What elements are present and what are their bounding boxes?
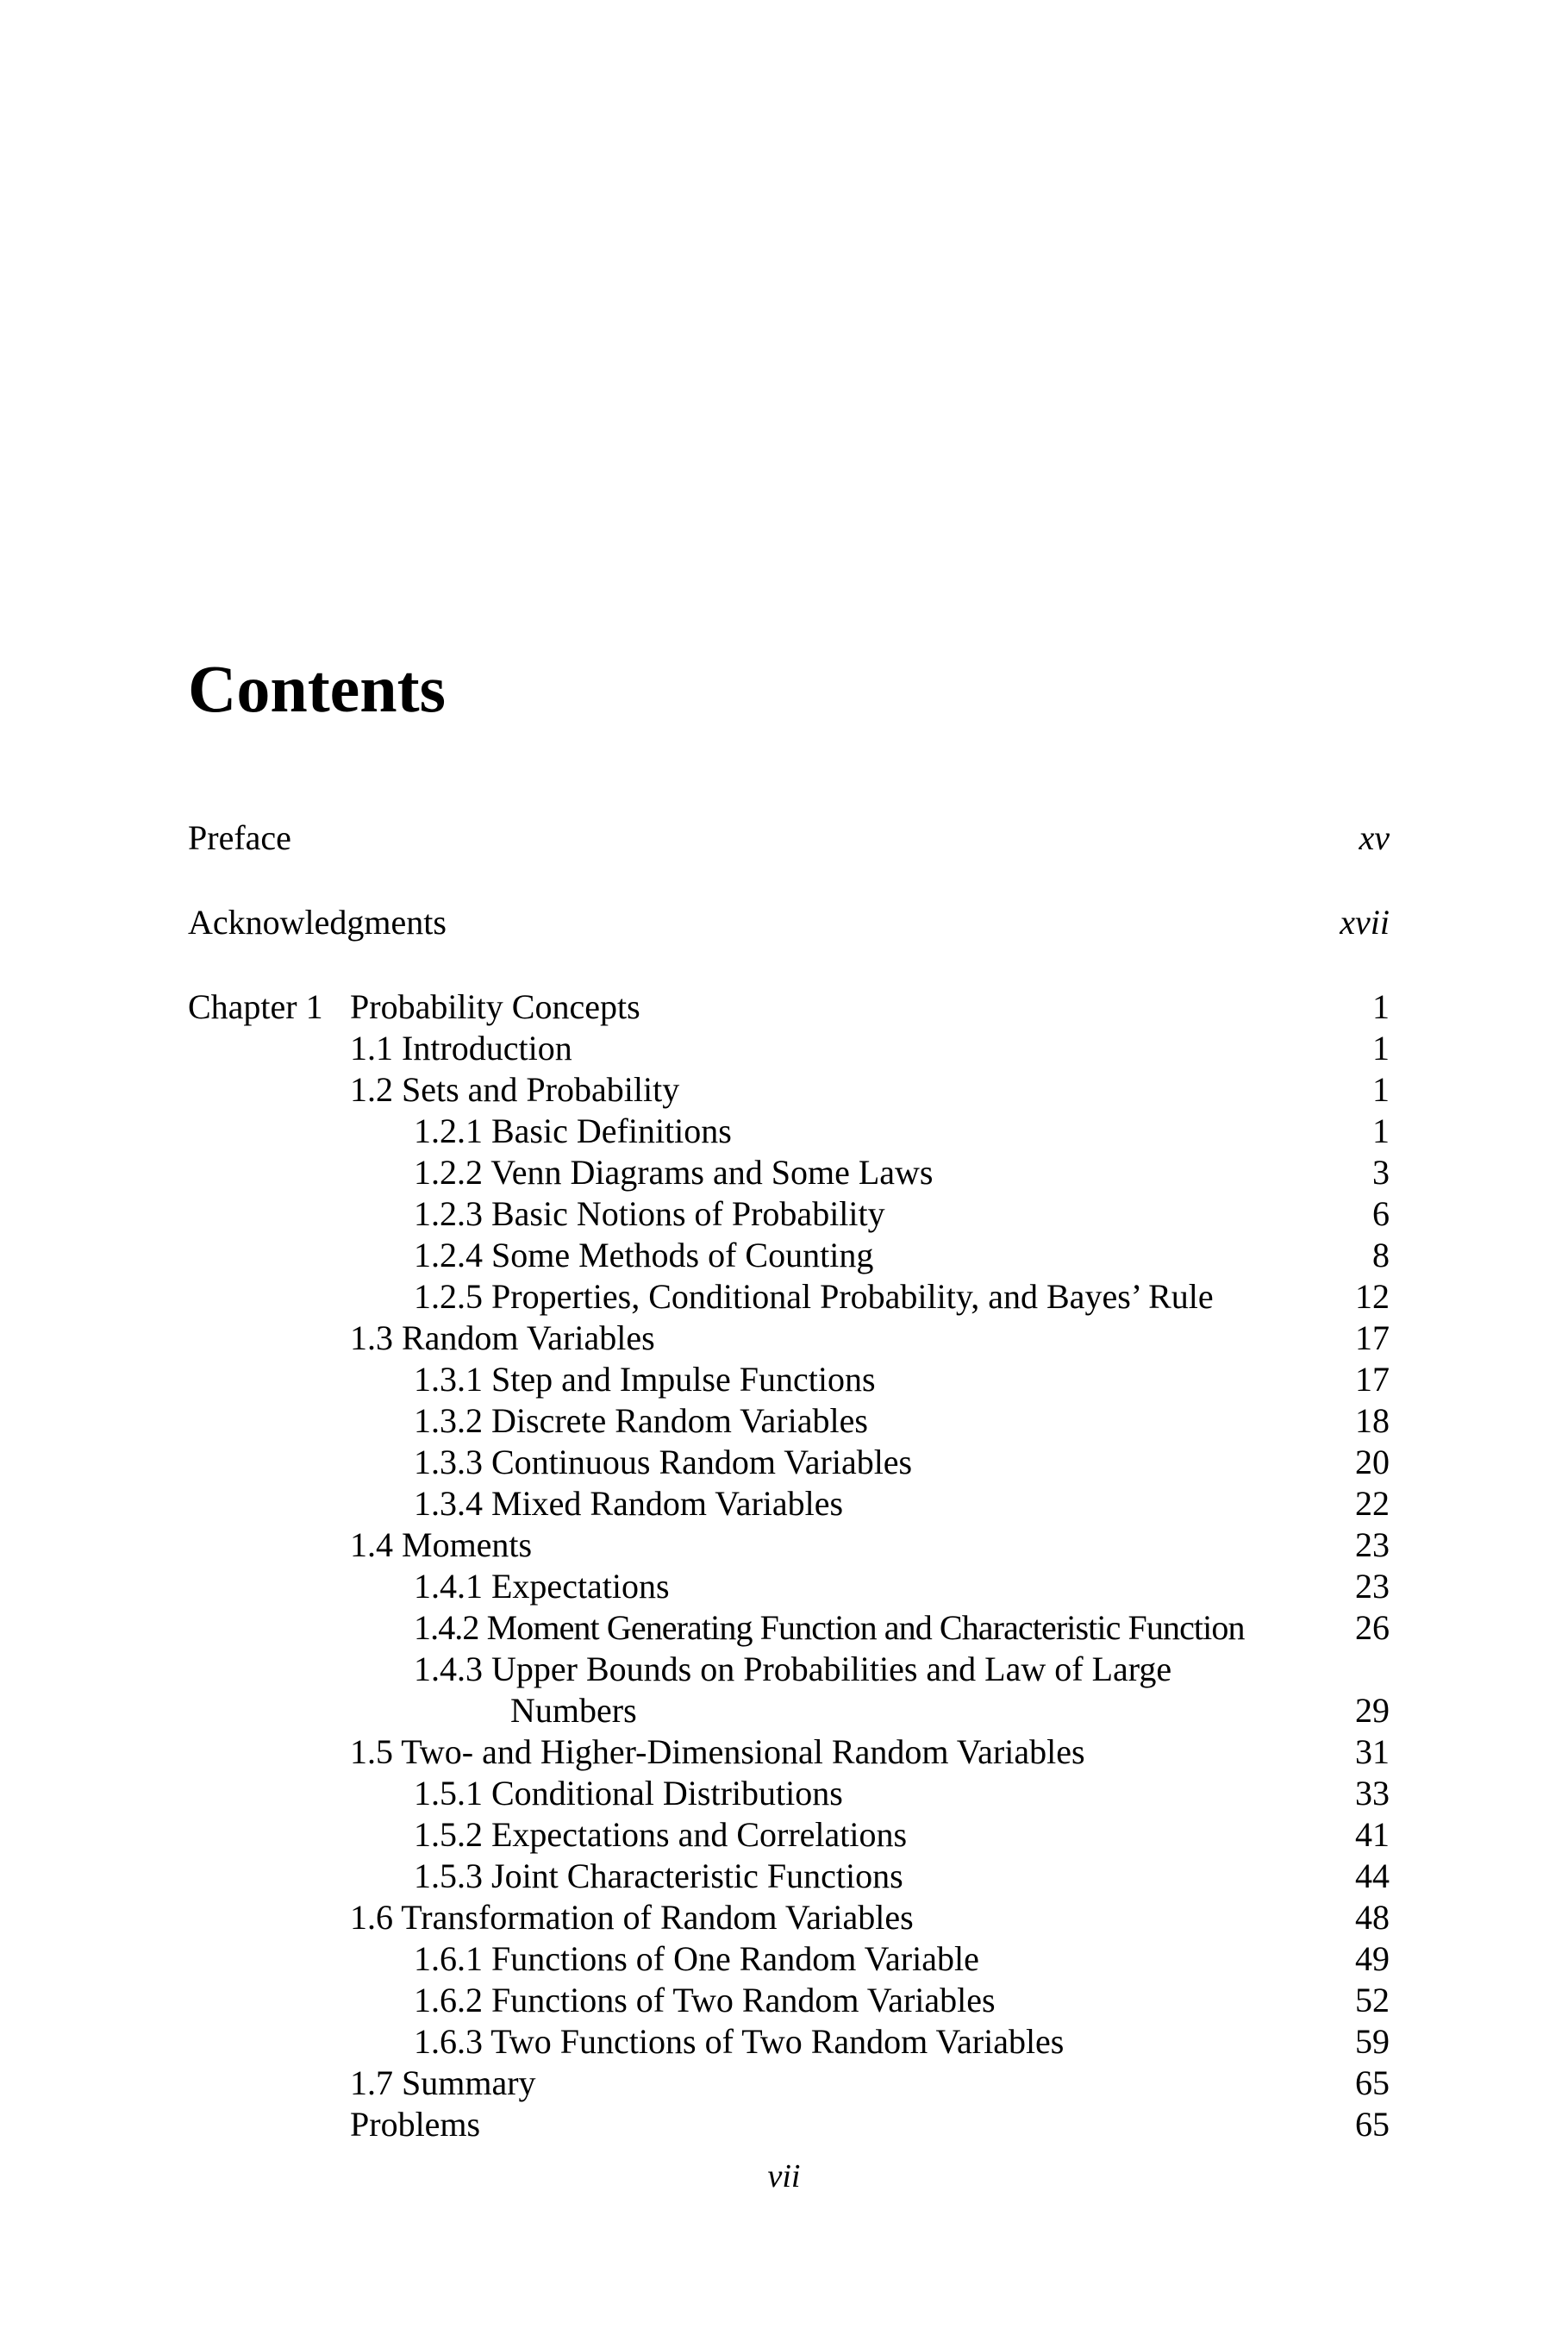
- toc-entry-label: 1.1 Introduction: [350, 1029, 572, 1067]
- toc-entry-page: xvii: [1340, 903, 1390, 942]
- toc-entry-page: 44: [1355, 1856, 1390, 1895]
- toc-entry-page: 23: [1355, 1567, 1390, 1606]
- toc-subsection: [414, 1152, 1390, 1193]
- toc-entry-label: 1.6.2 Functions of Two Random Variables: [414, 1981, 996, 2019]
- toc-entry-page: 17: [1355, 1360, 1390, 1399]
- toc-entry-acknowledgments: [188, 902, 1390, 943]
- toc-subsection: [414, 1359, 1390, 1400]
- toc-section: [350, 2104, 1390, 2145]
- toc-entry-label: 1.5.1 Conditional Distributions: [414, 1774, 843, 1812]
- toc-entry-page: 1: [1372, 1111, 1390, 1150]
- toc-subsection: [414, 1111, 1390, 1152]
- toc-entry-page: 18: [1355, 1401, 1390, 1440]
- toc-subsection-continuation: [510, 1690, 1390, 1731]
- toc-entry-page: xv: [1359, 818, 1390, 857]
- toc-entry-page: 26: [1355, 1608, 1390, 1647]
- toc-subsection: [414, 1938, 1390, 1980]
- toc-entry-page: 48: [1355, 1898, 1390, 1937]
- chapter-label: Chapter 1: [188, 987, 323, 1026]
- toc-entry-page: 59: [1355, 2022, 1390, 2061]
- toc-section: [350, 1524, 1390, 1566]
- toc-entry-label: 1.2.2 Venn Diagrams and Some Laws: [414, 1153, 934, 1192]
- toc-entry-page: 1: [1372, 1029, 1390, 1067]
- toc-section: [350, 1028, 1390, 1069]
- toc-entry-page: 29: [1355, 1691, 1390, 1730]
- toc-entry-label: 1.2.3 Basic Notions of Probability: [414, 1194, 885, 1233]
- toc-subsection: [414, 2021, 1390, 2063]
- toc-entry-label: 1.3 Random Variables: [350, 1318, 655, 1357]
- toc-entry-label: 1.3.4 Mixed Random Variables: [414, 1484, 844, 1523]
- toc-subsection: [414, 1773, 1390, 1814]
- toc-entry-label: 1.2 Sets and Probability: [350, 1070, 680, 1109]
- toc-subsection: [414, 1235, 1390, 1276]
- toc-entry-page: 65: [1355, 2105, 1390, 2144]
- toc-entry-page: 12: [1355, 1277, 1390, 1316]
- toc-subsection: [414, 1483, 1390, 1524]
- toc-subsection: [414, 1649, 1390, 1690]
- toc-entry-label: 1.4.2 Moment Generating Function and Characteristic Function: [414, 1608, 1245, 1647]
- toc-entry-label: 1.4.1 Expectations: [414, 1567, 670, 1606]
- toc-entry-label: 1.5.2 Expectations and Correlations: [414, 1815, 908, 1854]
- toc-entry-label: 1.6.3 Two Functions of Two Random Variables: [414, 2022, 1065, 2061]
- toc-section: [350, 2063, 1390, 2104]
- toc-entry-label: 1.7 Summary: [350, 2063, 536, 2102]
- toc-entry-page: 8: [1372, 1236, 1390, 1274]
- toc-entry-page: 20: [1355, 1443, 1390, 1481]
- toc-entry-page: 41: [1355, 1815, 1390, 1854]
- toc-entry-label: Acknowledgments: [188, 903, 447, 942]
- toc-section: [350, 1318, 1390, 1359]
- toc-entry-page: 52: [1355, 1981, 1390, 2019]
- toc-subsection: [414, 1400, 1390, 1442]
- toc-entry-page: 65: [1355, 2063, 1390, 2102]
- toc-entry-page: 49: [1355, 1939, 1390, 1978]
- toc-subsection: [414, 1276, 1390, 1318]
- toc-entry-page: 22: [1355, 1484, 1390, 1523]
- toc-entry-page: 1: [1372, 1070, 1390, 1109]
- toc-subsection: [414, 1814, 1390, 1856]
- toc-chapter-entry: [350, 986, 1390, 1028]
- toc-entry-label: 1.4.3 Upper Bounds on Probabilities and Law of Large: [414, 1650, 1172, 1688]
- toc-subsection: [414, 1856, 1390, 1897]
- toc-entry-page: 17: [1355, 1318, 1390, 1357]
- toc-entry-preface: [188, 817, 1390, 859]
- toc-entry-label: 1.2.1 Basic Definitions: [414, 1111, 732, 1150]
- toc-entry-label: 1.6 Transformation of Random Variables: [350, 1898, 914, 1937]
- toc-subsection: [414, 1607, 1390, 1649]
- toc-chapter-label: [188, 986, 343, 1028]
- toc-entry-page: 33: [1355, 1774, 1390, 1812]
- toc-entry-label: Numbers: [510, 1691, 637, 1730]
- toc-entry-label: Problems: [350, 2105, 481, 2144]
- toc-entry-label: 1.5.3 Joint Characteristic Functions: [414, 1856, 903, 1895]
- chapter-page: 1: [1372, 987, 1390, 1026]
- toc-entry-page: 23: [1355, 1525, 1390, 1564]
- toc-subsection: [414, 1442, 1390, 1483]
- toc-section: [350, 1897, 1390, 1938]
- toc-entry-label: 1.2.5 Properties, Conditional Probability, and Bayes’ Rule: [414, 1277, 1214, 1316]
- toc-entry-label: 1.4 Moments: [350, 1525, 533, 1564]
- toc-entry-page: 3: [1372, 1153, 1390, 1192]
- toc-entry-label: 1.3.2 Discrete Random Variables: [414, 1401, 868, 1440]
- toc-section: [350, 1069, 1390, 1111]
- toc-subsection: [414, 1566, 1390, 1607]
- chapter-title: Probability Concepts: [350, 987, 640, 1026]
- toc-subsection: [414, 1980, 1390, 2021]
- toc-entry-page: 31: [1355, 1732, 1390, 1771]
- page-title: Contents: [188, 651, 447, 726]
- toc-section: [350, 1731, 1390, 1773]
- toc-entry-label: 1.3.3 Continuous Random Variables: [414, 1443, 913, 1481]
- toc-subsection: [414, 1193, 1390, 1235]
- toc-entry-page: 6: [1372, 1194, 1390, 1233]
- toc-entry-label: 1.2.4 Some Methods of Counting: [414, 1236, 874, 1274]
- toc-entry-label: 1.6.1 Functions of One Random Variable: [414, 1939, 979, 1978]
- toc-entry-label: 1.3.1 Step and Impulse Functions: [414, 1360, 876, 1399]
- toc-entry-label: Preface: [188, 818, 291, 857]
- toc-entry-label: 1.5 Two- and Higher-Dimensional Random Variables: [350, 1732, 1085, 1771]
- page-number: vii: [767, 2158, 801, 2194]
